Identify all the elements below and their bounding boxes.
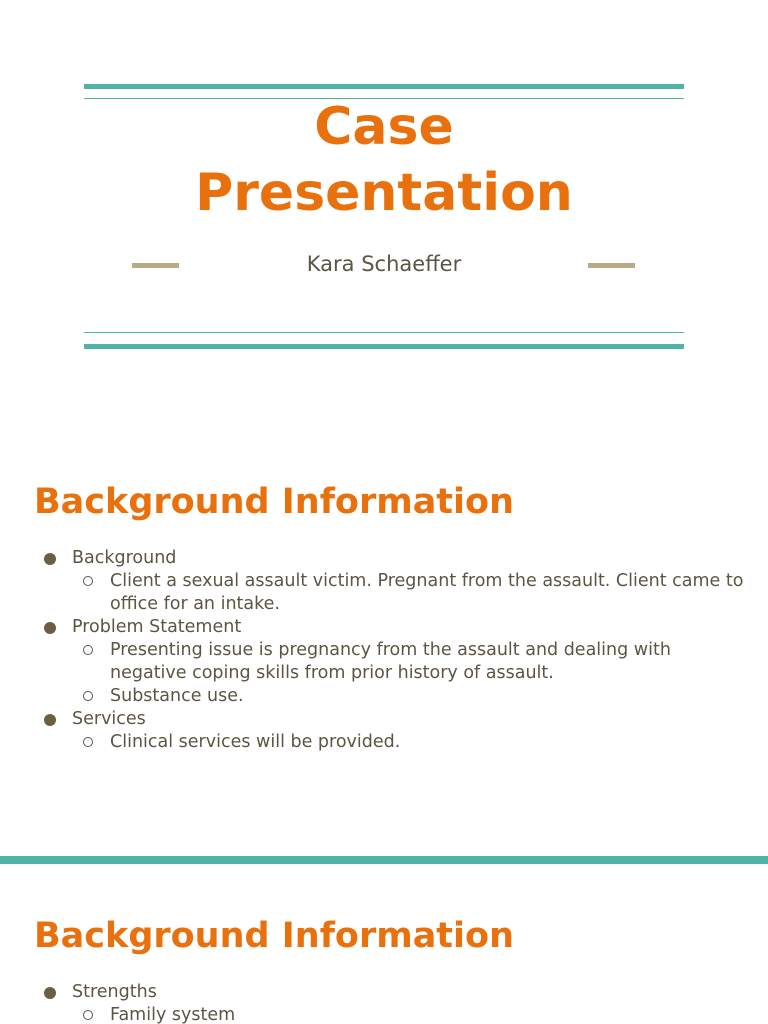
- sub-list: [72, 731, 744, 754]
- sub-item-text: Substance use.: [110, 686, 244, 706]
- bullet-dot-icon: [44, 987, 56, 999]
- slide-heading: Background Information: [34, 916, 515, 956]
- sub-item-text: Family system: [110, 1005, 236, 1024]
- bullet-label: Strengths: [72, 982, 157, 1002]
- list-item: [44, 981, 744, 1024]
- hollow-circle-icon: [83, 645, 93, 655]
- list-item: [44, 616, 744, 708]
- bullet-list: [44, 981, 744, 1024]
- sub-list: [72, 1004, 744, 1024]
- sub-item-text: Client a sexual assault victim. Pregnant from the assault. Client came to office for an intake.: [110, 571, 744, 614]
- sub-list: [72, 639, 744, 708]
- bullet-label: Services: [72, 709, 146, 729]
- title-slide: [0, 0, 768, 432]
- top-thick-rule: [84, 84, 684, 89]
- hollow-circle-icon: [83, 1010, 93, 1020]
- list-item: [44, 547, 744, 616]
- sub-list-item: [72, 639, 744, 685]
- bullet-label: Background: [72, 548, 177, 568]
- presentation-title: [0, 94, 768, 226]
- slide-separator: [0, 856, 768, 864]
- bullet-dot-icon: [44, 714, 56, 726]
- sub-list-item: [72, 731, 744, 754]
- sub-list-item: [72, 1004, 744, 1024]
- background-slide-2: [0, 864, 768, 1024]
- bullet-label: Problem Statement: [72, 617, 242, 637]
- sub-item-text: Presenting issue is pregnancy from the assault and dealing with negative coping skills from prior history of assault.: [110, 640, 671, 683]
- presenter-name: Kara Schaeffer: [306, 252, 462, 276]
- bottom-thick-rule: [84, 344, 684, 349]
- bottom-thin-rule: [84, 332, 684, 333]
- hollow-circle-icon: [83, 737, 93, 747]
- right-dash: [588, 263, 635, 268]
- bullet-dot-icon: [44, 553, 56, 565]
- hollow-circle-icon: [83, 576, 93, 586]
- sub-list-item: [72, 570, 744, 616]
- slide-heading: Background Information: [34, 482, 515, 522]
- list-item: [44, 708, 744, 754]
- title-line-2: Presentation: [195, 163, 573, 223]
- title-line-1: Case: [314, 97, 454, 157]
- hollow-circle-icon: [83, 691, 93, 701]
- sub-item-text: Clinical services will be provided.: [110, 732, 401, 752]
- background-slide: [0, 432, 768, 856]
- sub-list: [72, 570, 744, 616]
- bullet-dot-icon: [44, 622, 56, 634]
- sub-list-item: [72, 685, 744, 708]
- bullet-list: [44, 547, 744, 754]
